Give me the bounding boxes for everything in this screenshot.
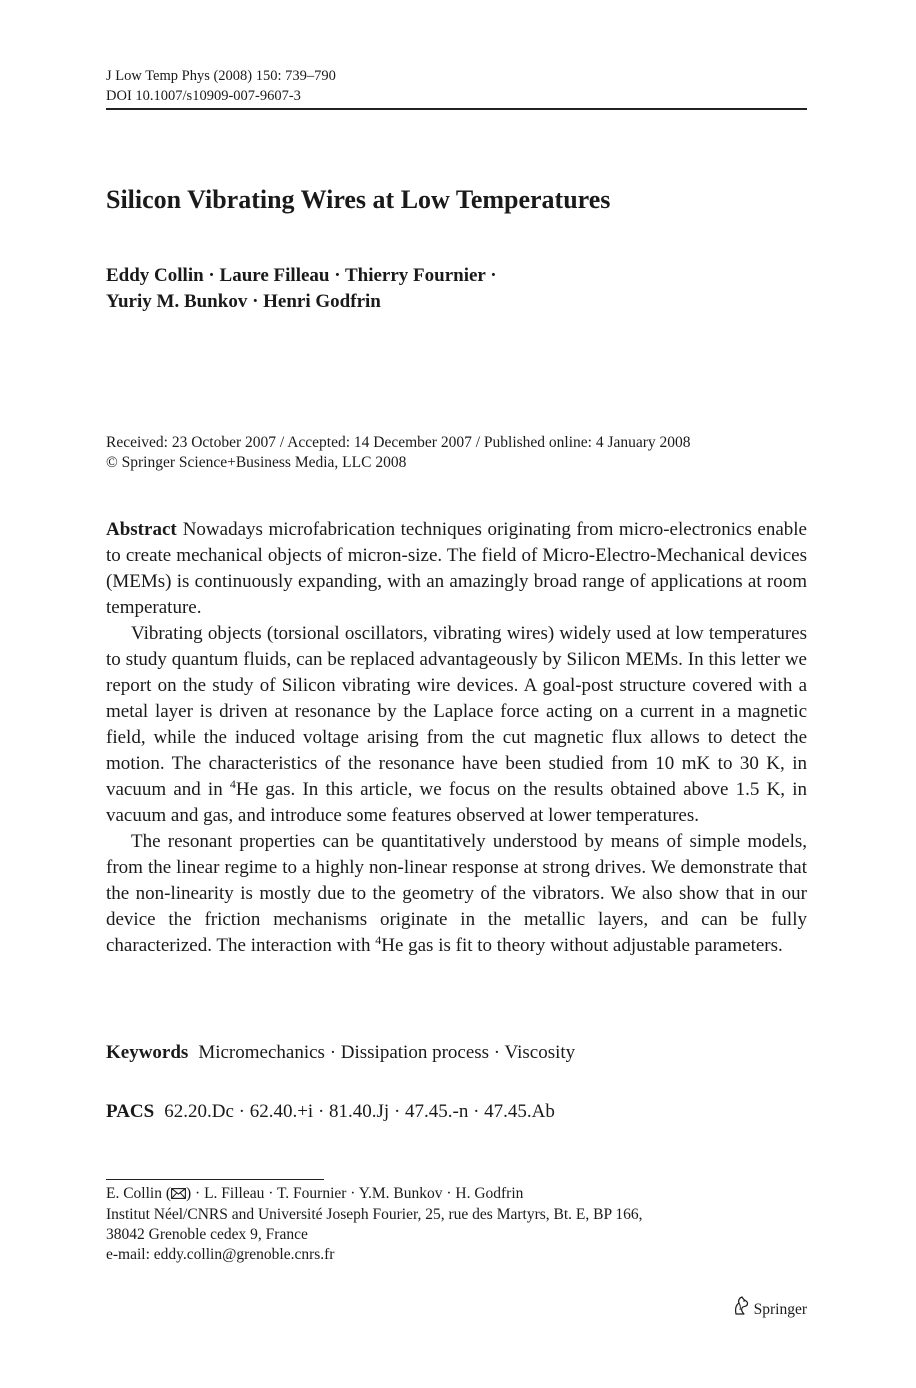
springer-horse-icon: [732, 1296, 750, 1323]
abstract-paragraph-1: [106, 517, 807, 621]
envelope-icon: [171, 1185, 186, 1205]
abstract-paragraph-2: [106, 621, 807, 829]
affiliation-author-prefix: E. Collin (: [106, 1185, 172, 1202]
publisher-logo: [732, 1296, 807, 1323]
abstract-p2-text-a: Vibrating objects (torsional oscillators, vibrating wires) widely used at low temperatures to study quantum fluids, can be replaced advantageously by Silicon MEMs. In this letter we report on the study of Silicon vibrating wire devices. A goal-post structure covered with a metal layer is driven at resonance by the Laplace force acting on a current in a magnetic field, while the induced voltage arising from the cut magnetic flux allows to detect the motion. The characteristics of the resonance have been studied from 10 mK to 30 K, in vacuum and in: [106, 623, 807, 800]
copyright-notice: © Springer Science+Business Media, LLC 2008: [106, 454, 407, 471]
doi: DOI 10.1007/s10909-007-9607-3: [106, 88, 301, 104]
abstract-p3-text-b: He gas is fit to theory without adjustable parameters.: [381, 935, 783, 956]
affiliation-author-suffix: ) · L. Filleau · T. Fournier · Y.M. Bunkov · H. Godfrin: [186, 1185, 524, 1202]
abstract-p1-text: Nowadays microfabrication techniques originating from micro-electronics enable to create mechanical objects of micron-size. The field of Micro-Electro-Mechanical devices (MEMs) is continuously expanding, with an amazingly broad range of applications at room temperature.: [106, 519, 807, 618]
affiliation-address-2: 38042 Grenoble cedex 9, France: [106, 1226, 308, 1243]
author-line-1: Eddy Collin · Laure Filleau · Thierry Fournier ·: [106, 265, 497, 286]
isotope-superscript: 4: [229, 777, 236, 791]
abstract: [106, 517, 807, 959]
history-dates: Received: 23 October 2007 / Accepted: 14 December 2007 / Published online: 4 January 2008: [106, 434, 691, 451]
publication-history: [106, 433, 807, 473]
keywords: [106, 1040, 807, 1066]
abstract-label: Abstract: [106, 519, 177, 540]
paper-title: Silicon Vibrating Wires at Low Temperatures: [106, 185, 611, 214]
affiliation-authors: [106, 1184, 807, 1205]
header-divider: [106, 108, 807, 110]
affiliation-email: e-mail: eddy.collin@grenoble.cnrs.fr: [106, 1246, 335, 1263]
footnote-divider: [106, 1179, 324, 1180]
pacs-label: PACS: [106, 1101, 155, 1122]
abstract-p3-text-a: The resonant properties can be quantitatively understood by means of simple models, from the linear regime to a highly non-linear response at strong drives. We demonstrate that the non-linearity is mostly due to the geometry of the vibrators. We also show that in our device the friction mechanisms originate in the metallic layers, and can be fully characterized. The interaction with: [106, 831, 807, 956]
pacs-codes: [106, 1099, 807, 1125]
abstract-paragraph-3: [106, 829, 807, 959]
author-list: [106, 263, 807, 315]
abstract-p2-text-b: He gas. In this article, we focus on the results obtained above 1.5 K, in vacuum and gas, and introduce some features observed at lower temperatures.: [106, 779, 808, 826]
isotope-superscript: 4: [375, 933, 382, 947]
pacs-text: 62.20.Dc · 62.40.+i · 81.40.Jj · 47.45.-n · 47.45.Ab: [164, 1101, 555, 1122]
author-line-2: Yuriy M. Bunkov · Henri Godfrin: [106, 291, 381, 312]
keywords-text: Micromechanics · Dissipation process · Viscosity: [198, 1042, 576, 1063]
journal-header: [106, 66, 807, 106]
journal-citation: J Low Temp Phys (2008) 150: 739–790: [106, 68, 336, 84]
affiliation-footnote: [106, 1184, 807, 1265]
affiliation-address-1: Institut Néel/CNRS and Université Joseph Fourier, 25, rue des Martyrs, Bt. E, BP 166,: [106, 1206, 643, 1223]
publisher-name: Springer: [753, 1300, 807, 1318]
keywords-label: Keywords: [106, 1042, 189, 1063]
